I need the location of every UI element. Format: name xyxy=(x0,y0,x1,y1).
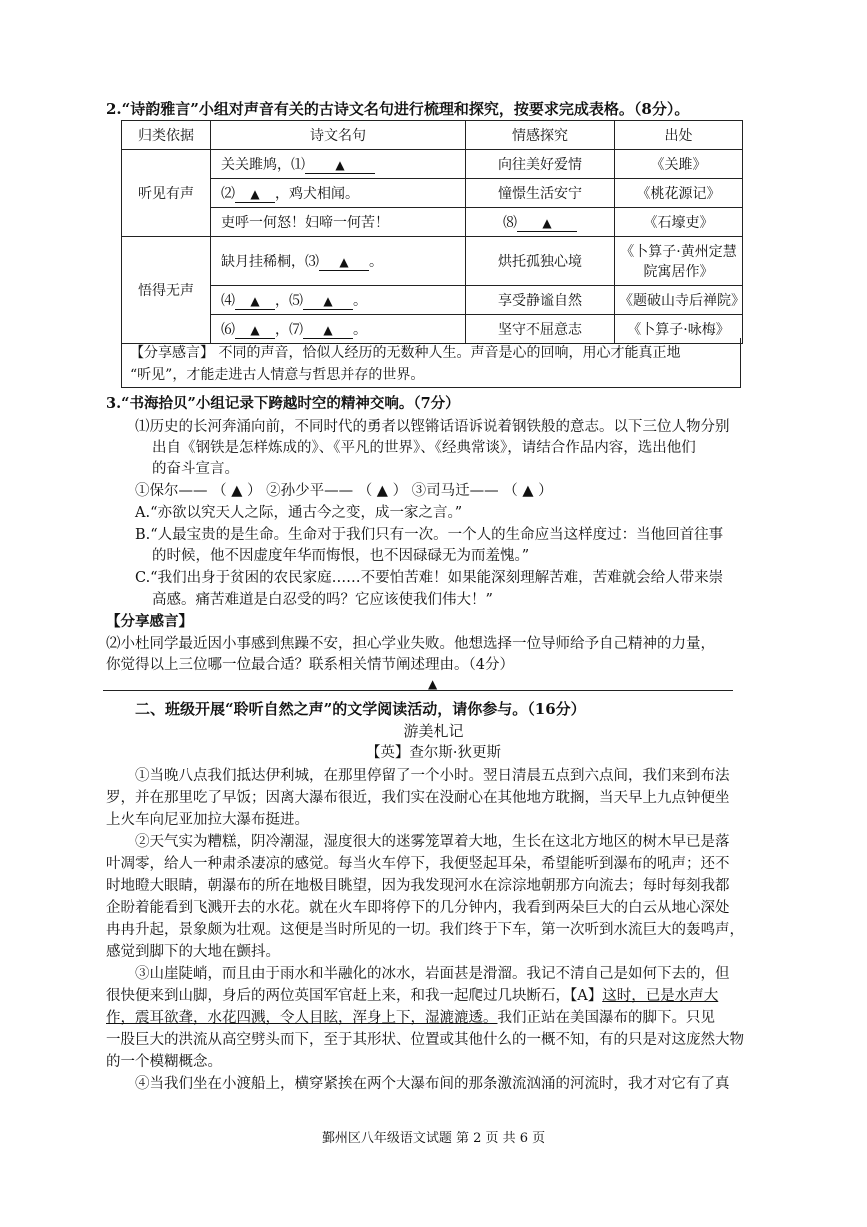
share-text-line: 【分享感言】 不同的声音，恰似人经历的无数种人生。声音是心的回响，用心才能真正地 xyxy=(130,345,681,361)
answer-blank[interactable]: ▲ xyxy=(235,322,275,339)
header-category: 归类依据 xyxy=(122,121,211,150)
essay-line: ②天气实为糟糕，阴冷潮湿，湿度很大的迷雾笼罩着大地，生长在这北方地区的树木早已是落 xyxy=(135,834,730,850)
share-box xyxy=(121,338,741,388)
poem-cell: 缺月挂稀桐，⑶ ▲ 。 xyxy=(211,237,466,286)
essay-line: 时地瞪大眼睛，朝瀑布的所在地极目眺望，因为我发现河水在淙淙地朝那方向流去；每时每刻我都 xyxy=(106,878,730,894)
option-c: C.“我们出身于贫困的农民家庭……不要怕苦难！如果能深刻理解苦难，苦难就会给人带来崇 xyxy=(135,570,724,586)
emotion-cell: 憧憬生活安宁 xyxy=(466,179,615,208)
emotion-cell: 坚守不屈意志 xyxy=(466,315,615,344)
table-row xyxy=(122,237,743,286)
table-row xyxy=(122,208,743,237)
poem-table xyxy=(121,120,743,344)
q3-text: 出自《钢铁是怎样炼成的》、《平凡的世界》、《经典常谈》，请结合作品内容，选出他们 xyxy=(152,440,696,456)
header-source: 出处 xyxy=(615,121,743,150)
header-poem: 诗文名句 xyxy=(211,121,466,150)
group-label-heard: 听见有声 xyxy=(122,150,211,237)
answer-mark: ▲ xyxy=(428,677,438,691)
group-label-silent: 悟得无声 xyxy=(122,237,211,344)
q3-text: ⑴历史的长河奔涌向前，不同时代的勇者以铿锵话语诉说着钢铁般的意志。以下三位人物分别 xyxy=(135,419,730,435)
essay-line: 很快便来到山脚，身后的两位英国军官赶上来，和我一起爬过几块断石，【A】这时，已是水声大 xyxy=(106,988,719,1004)
answer-line[interactable] xyxy=(103,690,733,691)
emotion-cell: ⑻ ▲ xyxy=(466,208,615,237)
essay-line: ④当我们坐在小渡船上，横穿紧挨在两个大瀑布间的那条激流汹涌的河流时，我才对它有了真 xyxy=(135,1076,730,1092)
table-header-row xyxy=(122,121,743,150)
q3-text: 的奋斗宣言。 xyxy=(152,461,239,477)
emotion-cell: 烘托孤独心境 xyxy=(466,237,615,286)
source-cell: 《卜算子·咏梅》 xyxy=(615,315,743,344)
poem-cell: ⑷ ▲ ，⑸ ▲ 。 xyxy=(211,286,466,315)
table-row xyxy=(122,150,743,179)
poem-cell: 关关雎鸠，⑴ ▲ xyxy=(211,150,466,179)
answer-blank[interactable]: ▲ xyxy=(303,293,353,310)
essay-line: 的一个模糊概念。 xyxy=(106,1054,222,1070)
section-title: 二、班级开展“聆听自然之声”的文学阅读活动，请你参与。（16分） xyxy=(135,700,586,718)
essay-line: ①当晚八点我们抵达伊利城，在那里停留了一个小时。翌日清晨五点到六点间，我们来到布法 xyxy=(135,768,730,784)
essay-title: 游美札记 xyxy=(403,722,464,740)
option-b-cont: 的时候，他不因虚度年华而悔恨，也不因碌碌无为而羞愧。” xyxy=(152,548,530,564)
q3-text: 你觉得以上三位哪一位最合适？联系相关情节阐述理由。（4分） xyxy=(106,657,514,673)
essay-line: 冉冉升起，景象颇为壮观。这便是当时所见的一切。我们终于下车，第一次听到水流巨大的轰鸣声， xyxy=(106,922,744,938)
essay-line: 一股巨大的洪流从高空劈头而下，至于其形状、位置或其他什么的一概不知，有的只是对这庞然大物 xyxy=(106,1032,744,1048)
share-text-line: “听见”，才能走进古人情意与哲思并存的世界。 xyxy=(130,367,425,383)
poem-cell: ⑵ ▲ ，鸡犬相闻。 xyxy=(211,179,466,208)
answer-blank[interactable]: ▲ xyxy=(235,186,275,203)
q3-text: ⑵小杜同学最近因小事感到焦躁不安，担心学业失败。他想选择一位导师给予自己精神的力量， xyxy=(106,636,715,652)
essay-line: 叶凋零，给人一种肃杀凄凉的感觉。每当火车停下，我便竖起耳朵，希望能听到瀑布的吼声；还不 xyxy=(106,856,730,872)
essay-line: 作，震耳欲聋，水花四溅，令人目眩，浑身上下，湿漉漉透。我们正站在美国瀑布的脚下。只见 xyxy=(106,1010,715,1026)
page-footer: 鄞州区八年级语文试题 第 2 页 共 6 页 xyxy=(321,1131,546,1146)
q3-options: ①保尔—— （ ▲ ） ②孙少平—— （ ▲ ） ③司马迁—— （ ▲ ） xyxy=(135,483,553,499)
essay-author: 【英】查尔斯·狄更斯 xyxy=(365,745,502,761)
essay-line: 上火车向尼亚加拉大瀑布挺进。 xyxy=(106,812,309,828)
poem-cell: 吏呼一何怒！妇啼一何苦！ xyxy=(211,208,466,237)
source-cell: 《石壕吏》 xyxy=(615,208,743,237)
answer-blank[interactable]: ▲ xyxy=(319,254,369,271)
essay-line: 企盼着能看到飞溅开去的水花。就在火车即将停下的几分钟内，我看到两朵巨大的白云从地心深处 xyxy=(106,900,730,916)
answer-blank[interactable]: ▲ xyxy=(305,157,375,174)
answer-blank[interactable]: ▲ xyxy=(235,293,275,310)
essay-line: 罗，并在那里吃了早饭；因离大瀑布很近，我们实在没耐心在其他地方耽搁，当天早上九点钟便坐 xyxy=(106,790,730,806)
q3-share-label: 【分享感言】 xyxy=(106,613,193,630)
emotion-cell: 向往美好爱情 xyxy=(466,150,615,179)
option-b: B.“人最宝贵的是生命。生命对于我们只有一次。一个人的生命应当这样度过：当他回首往事 xyxy=(135,527,724,543)
q2-title: 2.“诗韵雅言”小组对声音有关的古诗文名句进行梳理和探究，按要求完成表格。（8分）。 xyxy=(106,100,690,118)
header-emotion: 情感探究 xyxy=(466,121,615,150)
option-a: A.“亦欲以究天人之际，通古今之变，成一家之言。” xyxy=(135,505,463,521)
essay-line: 感觉到脚下的大地在颤抖。 xyxy=(106,944,280,960)
option-c-cont: 高感。痛苦难道是白忍受的吗？它应该使我们伟大！” xyxy=(152,592,493,608)
q3-title: 3.“书海拾贝”小组记录下跨越时空的精神交响。（7分） xyxy=(106,395,460,412)
poem-cell: ⑹ ▲ ，⑺ ▲ 。 xyxy=(211,315,466,344)
underlined-text: 作，震耳欲聋，水花四溅，令人目眩，浑身上下，湿漉漉透。 xyxy=(106,1010,498,1026)
table-row xyxy=(122,286,743,315)
table-row xyxy=(122,179,743,208)
underlined-text: 这时，已是水声大 xyxy=(602,988,719,1004)
source-cell: 《桃花源记》 xyxy=(615,179,743,208)
answer-blank[interactable]: ▲ xyxy=(303,322,353,339)
answer-blank[interactable]: ▲ xyxy=(517,215,577,232)
source-cell: 《关雎》 xyxy=(615,150,743,179)
source-cell: 《题破山寺后禅院》 xyxy=(615,286,743,315)
essay-line: ③山崖陡峭，而且由于雨水和半融化的冰水，岩面甚是滑溜。我记不清自己是如何下去的，但 xyxy=(135,966,730,982)
emotion-cell: 享受静谧自然 xyxy=(466,286,615,315)
source-cell: 《卜算子·黄州定慧院寓居作》 xyxy=(615,237,743,286)
